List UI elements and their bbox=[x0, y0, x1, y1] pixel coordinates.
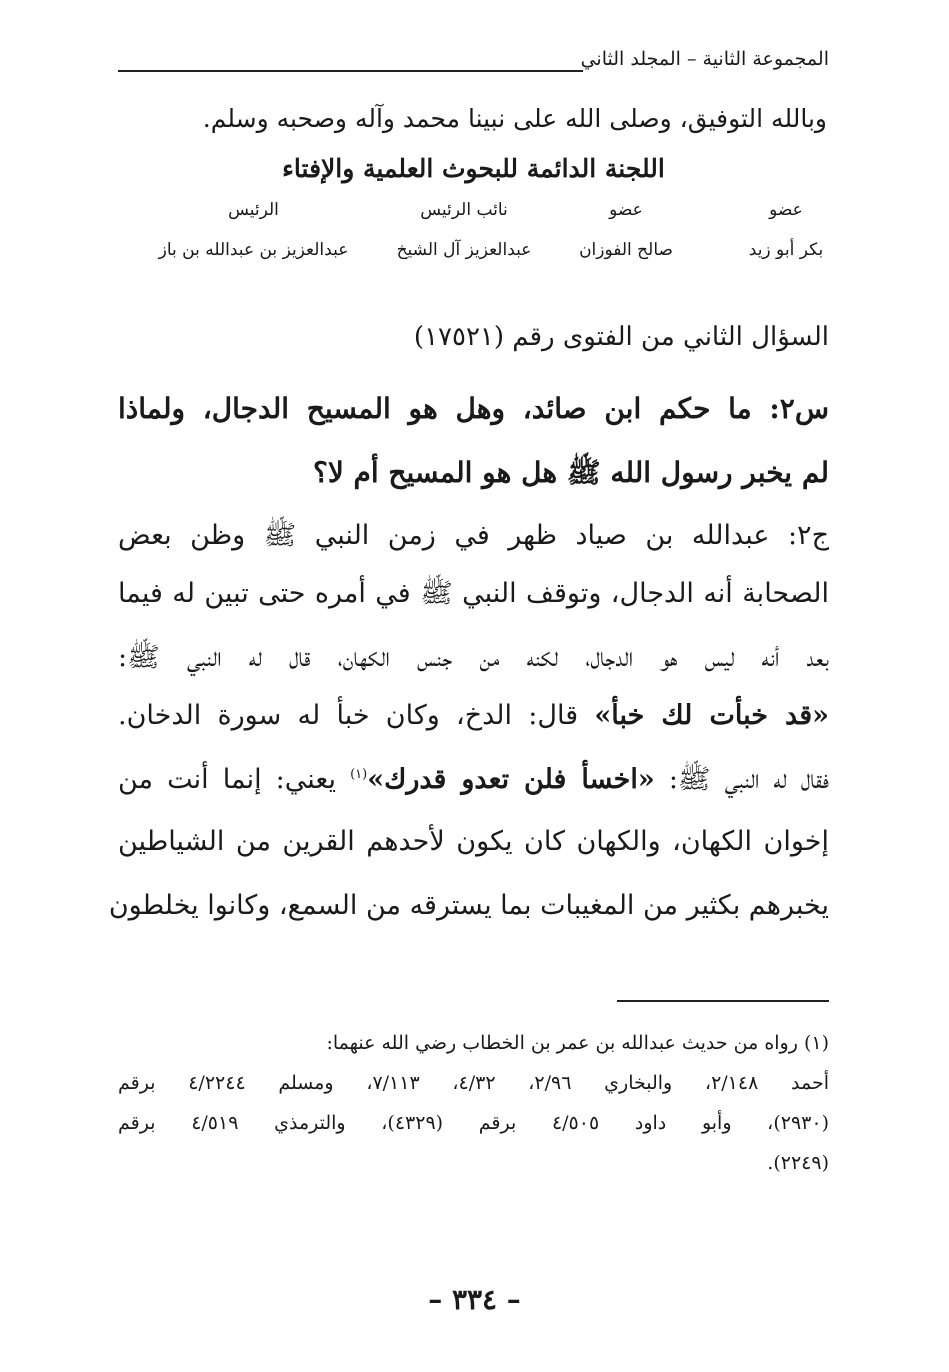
signature-member-3 bbox=[389, 200, 539, 260]
signatures bbox=[131, 200, 831, 280]
signature-name: بكر أبو زيد bbox=[748, 240, 824, 260]
question-line: لم يخبر رسول الله ﷺ هل هو المسيح أم لا؟ bbox=[312, 456, 829, 489]
footnote-line: (٢٢٤٩). bbox=[767, 1152, 829, 1174]
hadith-quote: «اخسأ فلن تعدو قدرك» bbox=[367, 764, 655, 795]
signature-name: عبدالعزيز آل الشيخ bbox=[396, 240, 532, 260]
signature-name: عبدالعزيز بن عبدالله بن باز bbox=[158, 240, 349, 260]
footnote-line: (٢٩٣٠)، وأبو داود ٤/٥٠٥ برقم (٤٣٢٩)، والترمذي ٤/٥١٩ برقم bbox=[118, 1112, 829, 1134]
committee-title: اللجنة الدائمة للبحوث العلمية والإفتاء bbox=[282, 154, 665, 183]
footnote-line: (١) رواه من حديث عبدالله بن عمر بن الخطاب رضي الله عنهما: bbox=[326, 1032, 829, 1054]
signature-member-1 bbox=[741, 200, 831, 260]
signature-member-4 bbox=[146, 200, 361, 260]
footnote-reference[interactable]: (١) bbox=[350, 767, 368, 782]
answer-line bbox=[118, 762, 829, 802]
page-number: – ٣٣٤ – bbox=[428, 1283, 521, 1316]
closing-line: وبالله التوفيق، وصلى الله على نبينا محمد وآله وصحبه وسلم. bbox=[202, 104, 827, 133]
hadith-quote: «قد خبأت لك خبأ» bbox=[594, 700, 829, 731]
answer-text: فقال له النبي ﷺ: bbox=[654, 764, 830, 795]
question-heading: السؤال الثاني من الفتوى رقم (١٧٥٢١) bbox=[413, 322, 829, 352]
running-header: المجموعة الثانية – المجلد الثاني bbox=[580, 48, 829, 70]
answer-text: يعني: إنما أنت من bbox=[118, 764, 351, 795]
signature-role: عضو bbox=[769, 200, 803, 220]
answer-line: ج٢: عبدالله بن صياد ظهر في زمن النبي ﷺ وظن بعض bbox=[118, 520, 829, 551]
answer-text: قال: الدخ، وكان خبأ له سورة الدخان. bbox=[118, 700, 595, 731]
answer-line: إخوان الكهان، والكهان كان يكون لأحدهم القرين من الشياطين bbox=[118, 826, 829, 857]
answer-line: بعد أنه ليس هو الدجال، لكنه من جنس الكهان، قال له النبي ﷺ: bbox=[118, 642, 829, 673]
question-line: س٢: ما حكم ابن صائد، وهل هو المسيح الدجال، ولماذا bbox=[118, 392, 829, 425]
signature-role: الرئيس bbox=[228, 200, 279, 220]
answer-line bbox=[118, 700, 829, 731]
answer-line: يخبرهم بكثير من المغيبات بما يسترقه من السمع، وكانوا يخلطون bbox=[108, 890, 829, 921]
header-rule bbox=[118, 70, 583, 72]
answer-line: الصحابة أنه الدجال، وتوقف النبي ﷺ في أمره حتى تبين له فيما bbox=[118, 578, 829, 609]
signature-role: نائب الرئيس bbox=[420, 200, 508, 220]
signature-member-2 bbox=[571, 200, 681, 260]
signature-name: صالح الفوزان bbox=[579, 240, 673, 260]
footnote-rule bbox=[617, 1000, 829, 1002]
footnote-line: أحمد ٢/١٤٨، والبخاري ٢/٩٦، ٤/٣٢، ٧/١١٣، ومسلم ٤/٢٢٤٤ برقم bbox=[118, 1072, 830, 1094]
signature-role: عضو bbox=[609, 200, 643, 220]
